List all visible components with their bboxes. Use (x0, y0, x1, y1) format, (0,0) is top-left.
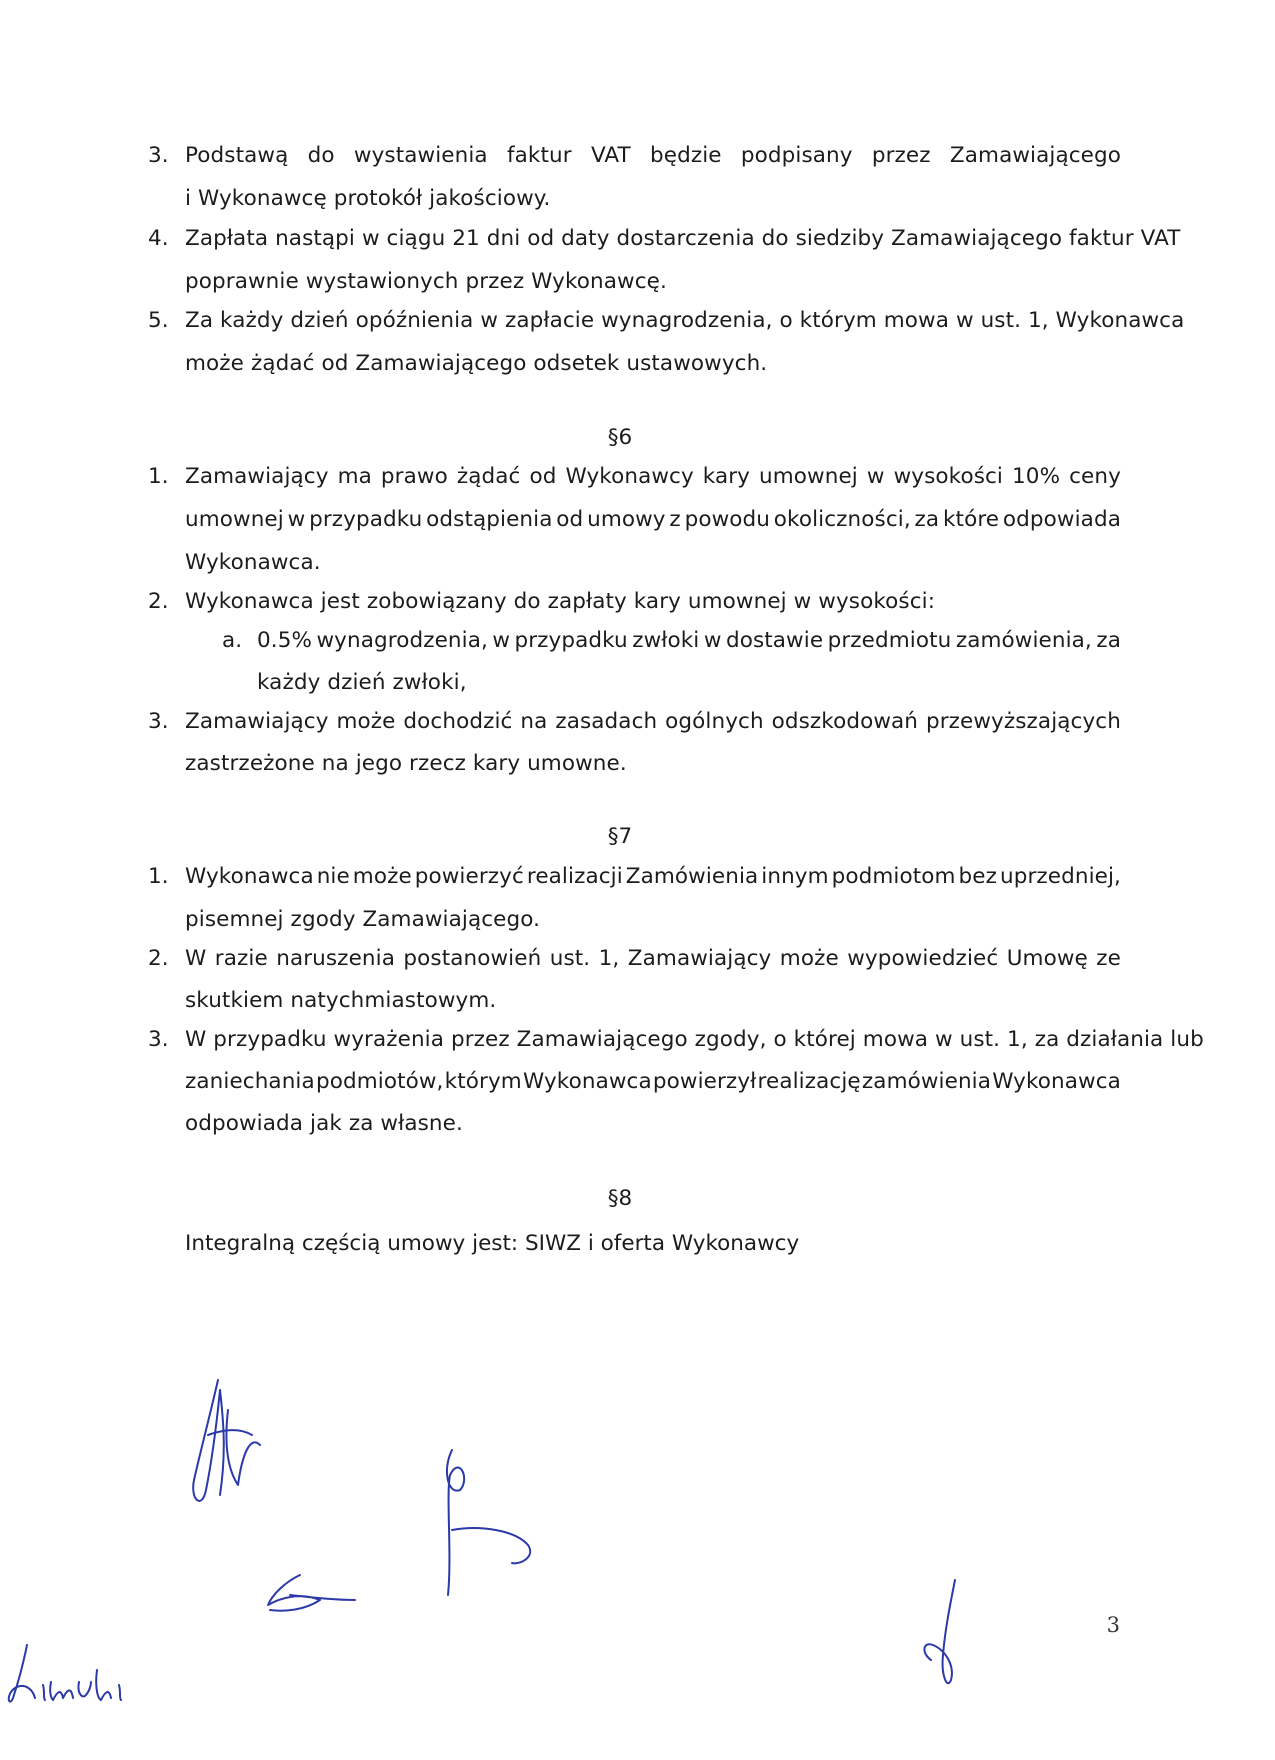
item-text-line-1: W przypadku wyrażenia przez Zamawiającego zgody, o której mowa w ust. 1, za działania lub (185, 1027, 1204, 1052)
item-text-line-3: odpowiada jak za własne. (185, 1111, 463, 1136)
item-number: 2. (148, 946, 169, 971)
item-text-line-1: Podstawą do wystawienia faktur VAT będzie podpisany przez Zamawiającego (185, 143, 1121, 168)
item-text: Wykonawca jest zobowiązany do zapłaty kary umownej w wysokości: (185, 589, 936, 614)
item-text-line-1: Zamawiający ma prawo żądać od Wykonawcy kary umownej w wysokości 10% ceny (185, 464, 1121, 489)
item-text-line-2: skutkiem natychmiastowym. (185, 988, 497, 1013)
item-text-line-2: umownej w przypadku odstąpienia od umowy z powodu okoliczności, za które odpowiada (185, 507, 1121, 532)
item-number: 3. (148, 709, 169, 734)
signature-1 (180, 1375, 270, 1525)
item-text-line-1: Zamawiający może dochodzić na zasadach ogólnych odszkodowań przewyższających (185, 709, 1121, 734)
section-heading: §8 (607, 1186, 633, 1211)
item-letter: a. (222, 628, 243, 653)
item-number: 3. (148, 143, 169, 168)
item-number: 5. (148, 308, 169, 333)
signature-4 (915, 1575, 975, 1695)
item-text-line-2: i Wykonawcę protokół jakościowy. (185, 186, 551, 211)
item-text-line-2: zaniechania podmiotów, którym Wykonawca powierzył realizację zamówienia Wykonawca (185, 1069, 1121, 1094)
item-text-line-2: zastrzeżone na jego rzecz kary umowne. (185, 751, 627, 776)
item-text-line-1: Za każdy dzień opóźnienia w zapłacie wynagrodzenia, o którym mowa w ust. 1, Wykonawca (185, 308, 1185, 333)
item-text-line-1: Zapłata nastąpi w ciągu 21 dni od daty dostarczenia do siedziby Zamawiającego faktur VAT (185, 226, 1181, 251)
item-text-line-3: Wykonawca. (185, 550, 321, 575)
item-text-line-2: poprawnie wystawionych przez Wykonawcę. (185, 269, 667, 294)
closing-statement: Integralną częścią umowy jest: SIWZ i oferta Wykonawcy (185, 1231, 800, 1256)
signature-2 (440, 1445, 550, 1605)
signature-3 (260, 1570, 360, 1620)
section-heading: §7 (607, 824, 633, 849)
page-number: 3 (1106, 1613, 1120, 1637)
item-number: 2. (148, 589, 169, 614)
item-number: 1. (148, 864, 169, 889)
item-text-line-2: może żądać od Zamawiającego odsetek ustawowych. (185, 351, 768, 376)
item-text-line-1: Wykonawca nie może powierzyć realizacji Zamówienia innym podmiotom bez uprzedniej, (185, 864, 1121, 889)
section-heading: §6 (607, 425, 633, 450)
item-number: 1. (148, 464, 169, 489)
item-text-line-2: pisemnej zgody Zamawiającego. (185, 907, 541, 932)
item-number: 3. (148, 1027, 169, 1052)
item-number: 4. (148, 226, 169, 251)
item-text-line-2: każdy dzień zwłoki, (257, 670, 467, 695)
handwritten-note (5, 1640, 135, 1710)
item-text-line-1: W razie naruszenia postanowień ust. 1, Zamawiający może wypowiedzieć Umowę ze (185, 946, 1121, 971)
item-text-line-1: 0.5% wynagrodzenia, w przypadku zwłoki w dostawie przedmiotu zamówienia, za (257, 628, 1121, 653)
